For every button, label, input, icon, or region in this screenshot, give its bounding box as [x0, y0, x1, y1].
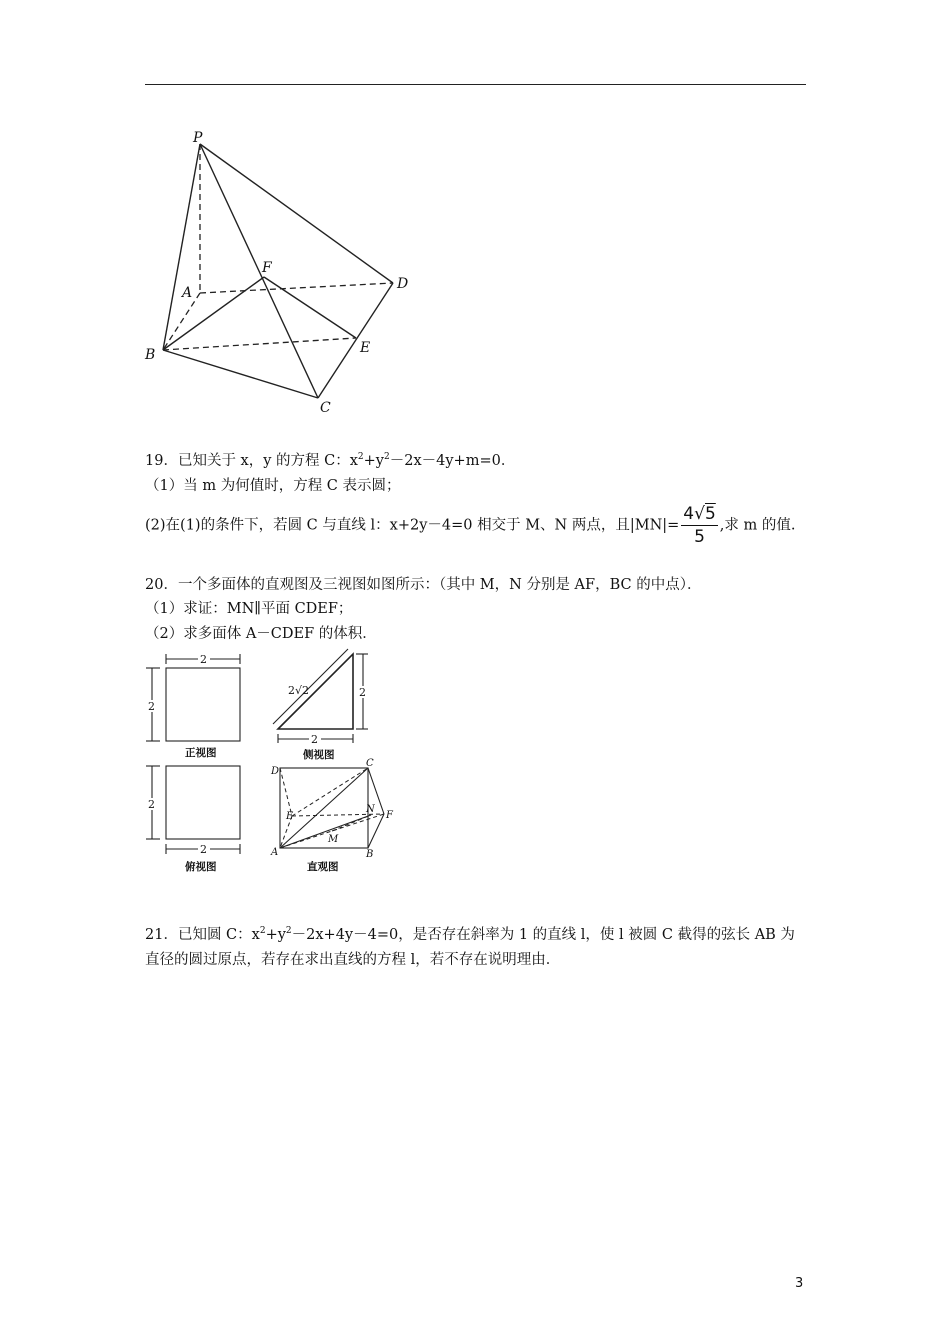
pyramid-figure [140, 128, 430, 420]
direct-view-caption: 直观图 [307, 861, 339, 873]
top-bottom-dim: 2 [200, 843, 207, 856]
direct-label-e: E [286, 811, 294, 822]
direct-label-b: B [366, 849, 374, 860]
q19-line-3 [145, 504, 795, 547]
direct-label-c: C [366, 758, 374, 769]
q19-line-1-pre: 19．已知关于 x，y 的方程 C：x [145, 453, 358, 469]
front-left-dim: 2 [148, 700, 155, 713]
mn-fraction-numerator: 4√5 [683, 504, 716, 524]
q21-line-1 [145, 925, 795, 945]
page-number: 3 [795, 1276, 804, 1291]
direct-label-f: F [386, 810, 393, 821]
direct-label-m: M [328, 834, 339, 845]
q19-sup-2: 2 [384, 452, 390, 462]
q20-line-2: （1）求证：MN∥平面 CDEF； [145, 601, 353, 617]
three-views-figure [140, 648, 410, 878]
side-view-caption: 侧视图 [303, 749, 335, 761]
label-b: B [145, 347, 156, 363]
direct-label-a: A [271, 847, 279, 858]
direct-label-n: N [366, 804, 375, 815]
side-right-dim: 2 [359, 686, 366, 699]
front-top-dim: 2 [200, 653, 207, 666]
mn-fraction [681, 504, 718, 547]
q21-sup-2: 2 [285, 926, 292, 936]
label-d: D [397, 276, 409, 292]
label-p: P [193, 130, 203, 146]
mn-radicand: 5 [704, 504, 716, 524]
q21-line-2: 直径的圆过原点，若存在求出直线的方程 l，若不存在说明理由． [145, 952, 561, 968]
mn-coef: 4 [683, 504, 695, 524]
q20-line-1: 20．一个多面体的直观图及三视图如图所示：（其中 M，N 分别是 AF，BC 的中点）． [145, 577, 702, 593]
q21-line-1-mid: +y [265, 927, 286, 943]
top-left-dim: 2 [148, 798, 155, 811]
front-view-caption: 正视图 [185, 747, 217, 759]
q19-line-1 [145, 451, 515, 471]
q19-line-1-mid: +y [363, 453, 384, 469]
label-a: A [182, 285, 193, 301]
side-hyp-dim: 2√2 [288, 684, 310, 697]
label-e: E [360, 340, 371, 356]
header-rule [145, 84, 806, 85]
q21-line-1-pre: 21．已知圆 C：x [145, 927, 260, 943]
direct-label-d: D [271, 766, 280, 777]
q19-line-1-post: －2x－4y+m=0． [389, 453, 516, 469]
q19-line-3-pre: (2)在(1)的条件下，若圆 C 与直线 l：x+2y－4=0 相交于 M、N 两点，且|MN|= [145, 517, 680, 534]
top-view-caption: 俯视图 [185, 861, 217, 873]
q21-sup-1: 2 [259, 926, 266, 936]
label-f: F [262, 260, 272, 276]
mn-fraction-denominator: 5 [694, 527, 705, 547]
label-c: C [320, 400, 331, 416]
q19-line-2: （1）当 m 为何值时，方程 C 表示圆； [145, 478, 401, 494]
q20-line-3: （2）求多面体 A－CDEF 的体积． [145, 626, 377, 642]
q19-sup-1: 2 [357, 452, 364, 462]
q19-line-3-post: ,求 m 的值. [719, 517, 796, 534]
q21-line-1-post: －2x+4y－4=0，是否存在斜率为 1 的直线 l，使 l 被圆 C 截得的弦长 AB 为 [291, 927, 795, 943]
side-bottom-dim: 2 [311, 733, 318, 746]
